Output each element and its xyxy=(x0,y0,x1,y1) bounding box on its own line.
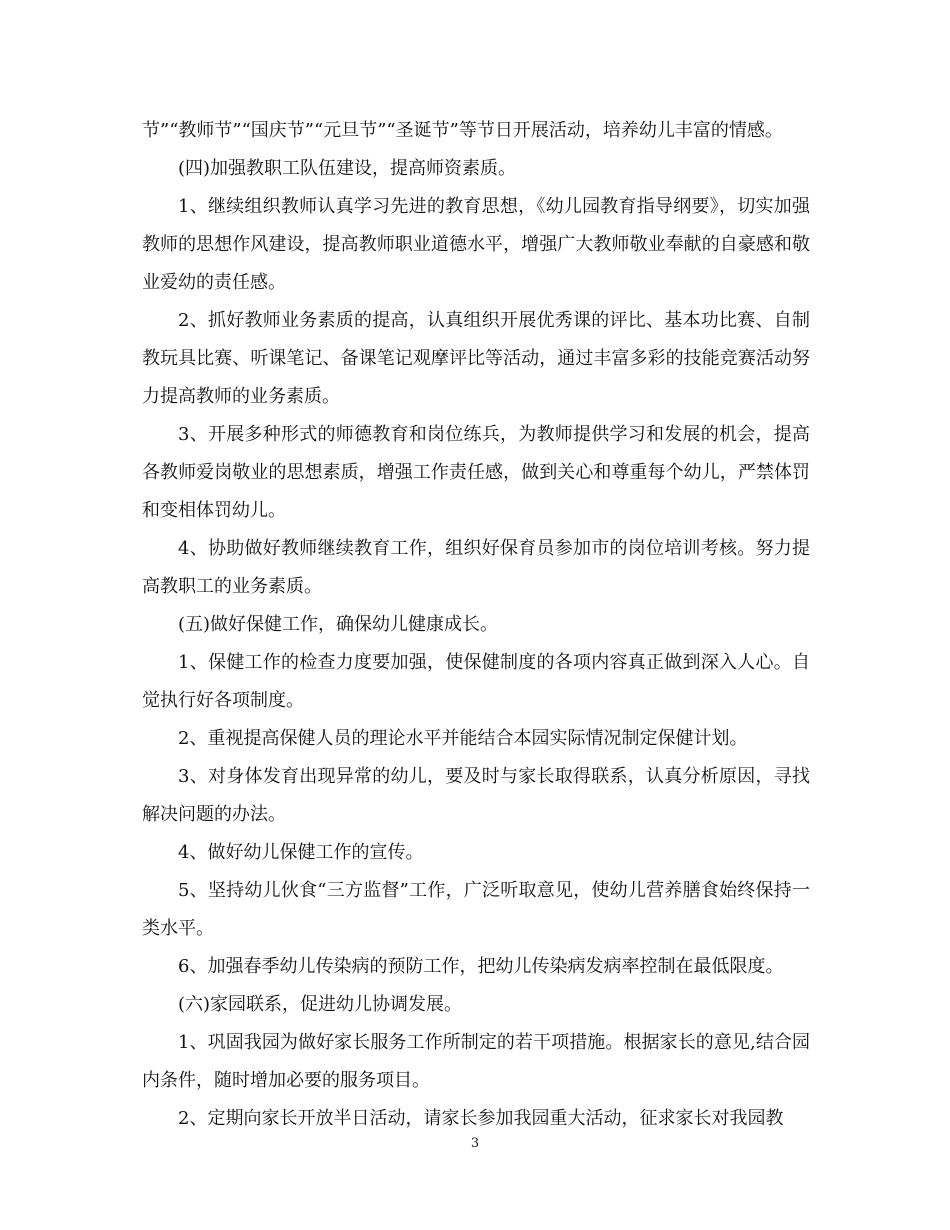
paragraph-item: 2、重视提高保健人员的理论水平并能结合本园实际情况制定保健计划。 xyxy=(178,728,748,749)
paragraph-item: 4、协助做好教师继续教育工作，组织好保育员参加市的岗位培训考核。努力提高教职工的业务素质。 xyxy=(142,538,810,597)
paragraph-item: 2、抓好教师业务素质的提高，认真组织开展优秀课的评比、基本功比赛、自制教玩具比赛、听课笔记、备课笔记观摩评比等活动，通过丰富多彩的技能竞赛活动努力提高教师的业务素质。 xyxy=(142,310,810,407)
paragraph-item: 3、开展多种形式的师德教育和岗位练兵，为教师提供学习和发展的机会，提高各教师爱岗敬业的思想素质，增强工作责任感，做到关心和尊重每个幼儿，严禁体罚和变相体罚幼儿。 xyxy=(142,424,810,521)
paragraph-item: 1、巩固我园为做好家长服务工作所制定的若干项措施。根据家长的意见,结合园内条件，随时增加必要的服务项目。 xyxy=(142,1032,810,1091)
section-heading-4: (四)加强教职工队伍建设，提高师资素质。 xyxy=(178,158,517,179)
paragraph-item: 3、对身体发育出现异常的幼儿，要及时与家长取得联系，认真分析原因，寻找解决问题的办法。 xyxy=(142,766,810,825)
paragraph-item: 5、坚持幼儿伙食“三方监督”工作，广泛听取意见，使幼儿营养膳食始终保持一类水平。 xyxy=(142,880,810,939)
section-heading-6: (六)家园联系，促进幼儿协调发展。 xyxy=(178,994,463,1015)
section-heading-5: (五)做好保健工作，确保幼儿健康成长。 xyxy=(178,614,499,635)
page-number: 3 xyxy=(470,1136,480,1151)
paragraph-item: 4、做好幼儿保健工作的宣传。 xyxy=(178,842,424,863)
paragraph-item: 2、定期向家长开放半日活动，请家长参加我园重大活动，征求家长对我园教 xyxy=(178,1108,784,1129)
paragraph-item: 1、保健工作的检查力度要加强，使保健制度的各项内容真正做到深入人心。自觉执行好各项制度。 xyxy=(142,652,810,711)
paragraph-item: 6、加强春季幼儿传染病的预防工作，把幼儿传染病发病率控制在最低限度。 xyxy=(178,956,784,977)
paragraph-item: 1、继续组织教师认真学习先进的教育思想，《幼儿园教育指导纲要》，切实加强教师的思想作风建设，提高教师职业道德水平，增强广大教师敬业奉献的自豪感和敬业爱幼的责任感。 xyxy=(142,196,810,293)
paragraph-continuation: 节”“教师节”“国庆节”“元旦节”“圣诞节”等节日开展活动，培养幼儿丰富的情感。 xyxy=(142,120,783,141)
document-body xyxy=(142,112,810,1138)
